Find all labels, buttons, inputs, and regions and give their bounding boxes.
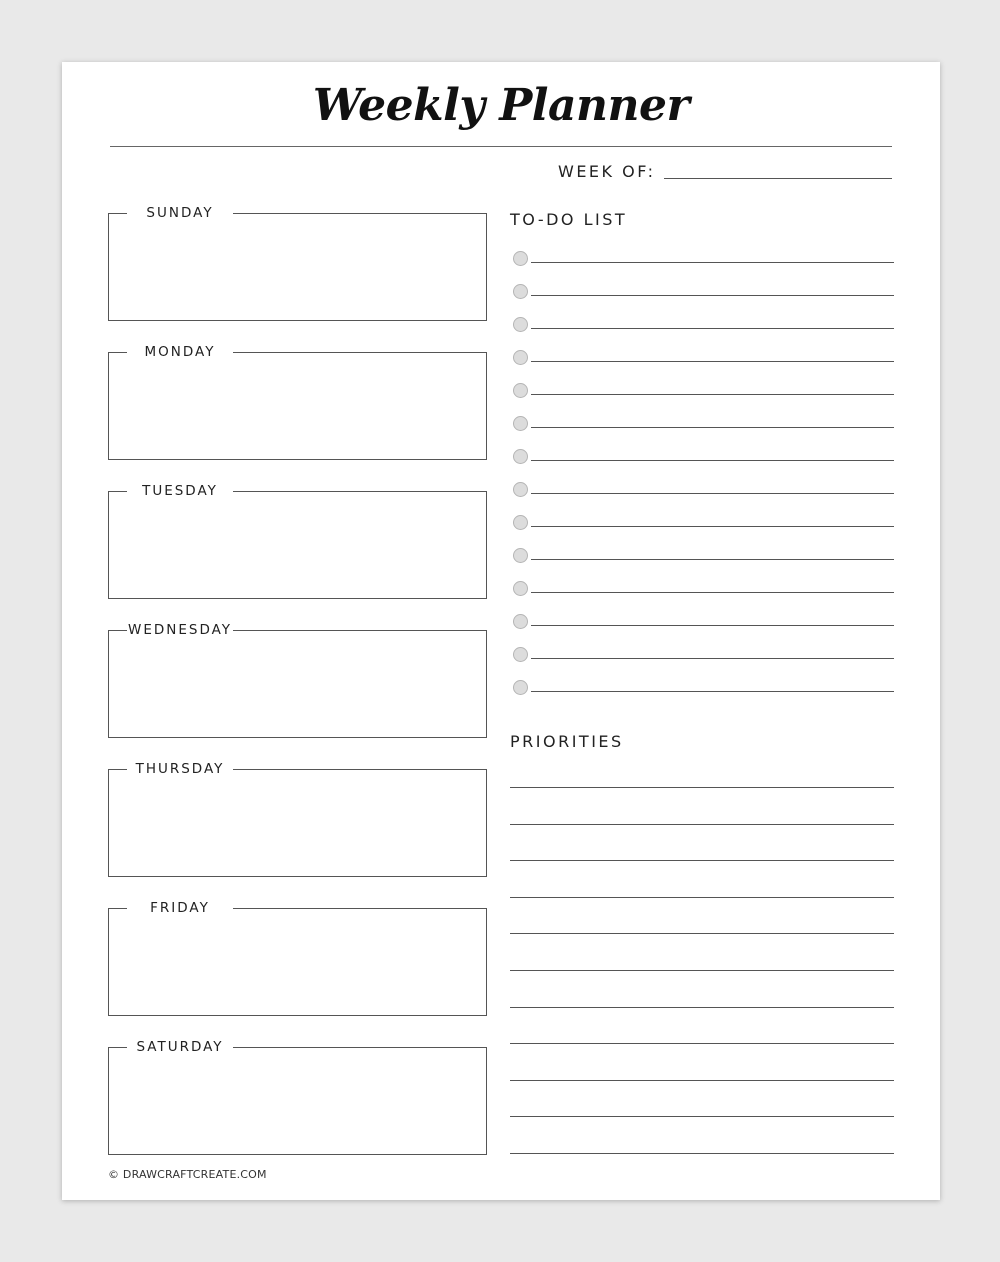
- checkbox-circle-icon[interactable]: [513, 482, 528, 497]
- todo-line[interactable]: [531, 658, 894, 659]
- todo-line[interactable]: [531, 361, 894, 362]
- todo-line[interactable]: [531, 394, 894, 395]
- todo-item[interactable]: [513, 645, 895, 665]
- day-label-saturday: SATURDAY: [127, 1038, 233, 1056]
- todo-item[interactable]: [513, 678, 895, 698]
- checkbox-circle-icon[interactable]: [513, 680, 528, 695]
- priority-line[interactable]: [510, 1153, 894, 1154]
- checkbox-circle-icon[interactable]: [513, 581, 528, 596]
- todo-item[interactable]: [513, 480, 895, 500]
- planner-sheet: [62, 62, 940, 1200]
- priority-line[interactable]: [510, 824, 894, 825]
- day-label-monday: MONDAY: [127, 343, 233, 361]
- todo-line[interactable]: [531, 625, 894, 626]
- checkbox-circle-icon[interactable]: [513, 383, 528, 398]
- day-label-wednesday: WEDNESDAY: [127, 622, 233, 638]
- title-divider: [110, 146, 892, 147]
- priority-line[interactable]: [510, 860, 894, 861]
- checkbox-circle-icon[interactable]: [513, 449, 528, 464]
- week-of-label: WEEK OF:: [558, 162, 656, 181]
- copyright-footer: © DRAWCRAFTCREATE.COM: [108, 1168, 267, 1181]
- day-box-wednesday[interactable]: [108, 622, 487, 738]
- todo-line[interactable]: [531, 328, 894, 329]
- priority-line[interactable]: [510, 787, 894, 788]
- priority-line[interactable]: [510, 1080, 894, 1081]
- todo-item[interactable]: [513, 612, 895, 632]
- checkbox-circle-icon[interactable]: [513, 647, 528, 662]
- priority-line[interactable]: [510, 897, 894, 898]
- todo-item[interactable]: [513, 282, 895, 302]
- checkbox-circle-icon[interactable]: [513, 317, 528, 332]
- day-label-tuesday: TUESDAY: [127, 482, 233, 500]
- day-box-tuesday[interactable]: [108, 483, 487, 599]
- priority-line[interactable]: [510, 970, 894, 971]
- priority-line[interactable]: [510, 1116, 894, 1117]
- checkbox-circle-icon[interactable]: [513, 284, 528, 299]
- checkbox-circle-icon[interactable]: [513, 350, 528, 365]
- todo-item[interactable]: [513, 513, 895, 533]
- todo-line[interactable]: [531, 295, 894, 296]
- todo-line[interactable]: [531, 559, 894, 560]
- day-box-friday[interactable]: [108, 900, 487, 1016]
- todo-item[interactable]: [513, 546, 895, 566]
- priority-line[interactable]: [510, 1043, 894, 1044]
- todo-item[interactable]: [513, 414, 895, 434]
- priority-line[interactable]: [510, 1007, 894, 1008]
- week-of-field[interactable]: [664, 178, 892, 179]
- day-box-thursday[interactable]: [108, 761, 487, 877]
- todo-item[interactable]: [513, 249, 895, 269]
- todo-line[interactable]: [531, 592, 894, 593]
- todo-line[interactable]: [531, 427, 894, 428]
- todo-item[interactable]: [513, 315, 895, 335]
- todo-item[interactable]: [513, 447, 895, 467]
- priority-line[interactable]: [510, 933, 894, 934]
- checkbox-circle-icon[interactable]: [513, 548, 528, 563]
- todo-item[interactable]: [513, 579, 895, 599]
- priorities-title: PRIORITIES: [510, 732, 624, 751]
- checkbox-circle-icon[interactable]: [513, 416, 528, 431]
- checkbox-circle-icon[interactable]: [513, 251, 528, 266]
- day-box-saturday[interactable]: [108, 1039, 487, 1155]
- day-label-friday: FRIDAY: [127, 899, 233, 917]
- checkbox-circle-icon[interactable]: [513, 515, 528, 530]
- todo-list-title: TO-DO LIST: [510, 210, 628, 229]
- day-label-thursday: THURSDAY: [127, 760, 233, 778]
- checkbox-circle-icon[interactable]: [513, 614, 528, 629]
- todo-line[interactable]: [531, 526, 894, 527]
- todo-item[interactable]: [513, 381, 895, 401]
- todo-item[interactable]: [513, 348, 895, 368]
- day-label-sunday: SUNDAY: [127, 204, 233, 222]
- todo-line[interactable]: [531, 493, 894, 494]
- page-title: Weekly Planner: [312, 80, 690, 131]
- todo-line[interactable]: [531, 691, 894, 692]
- todo-line[interactable]: [531, 262, 894, 263]
- day-box-monday[interactable]: [108, 344, 487, 460]
- todo-line[interactable]: [531, 460, 894, 461]
- day-box-sunday[interactable]: [108, 205, 487, 321]
